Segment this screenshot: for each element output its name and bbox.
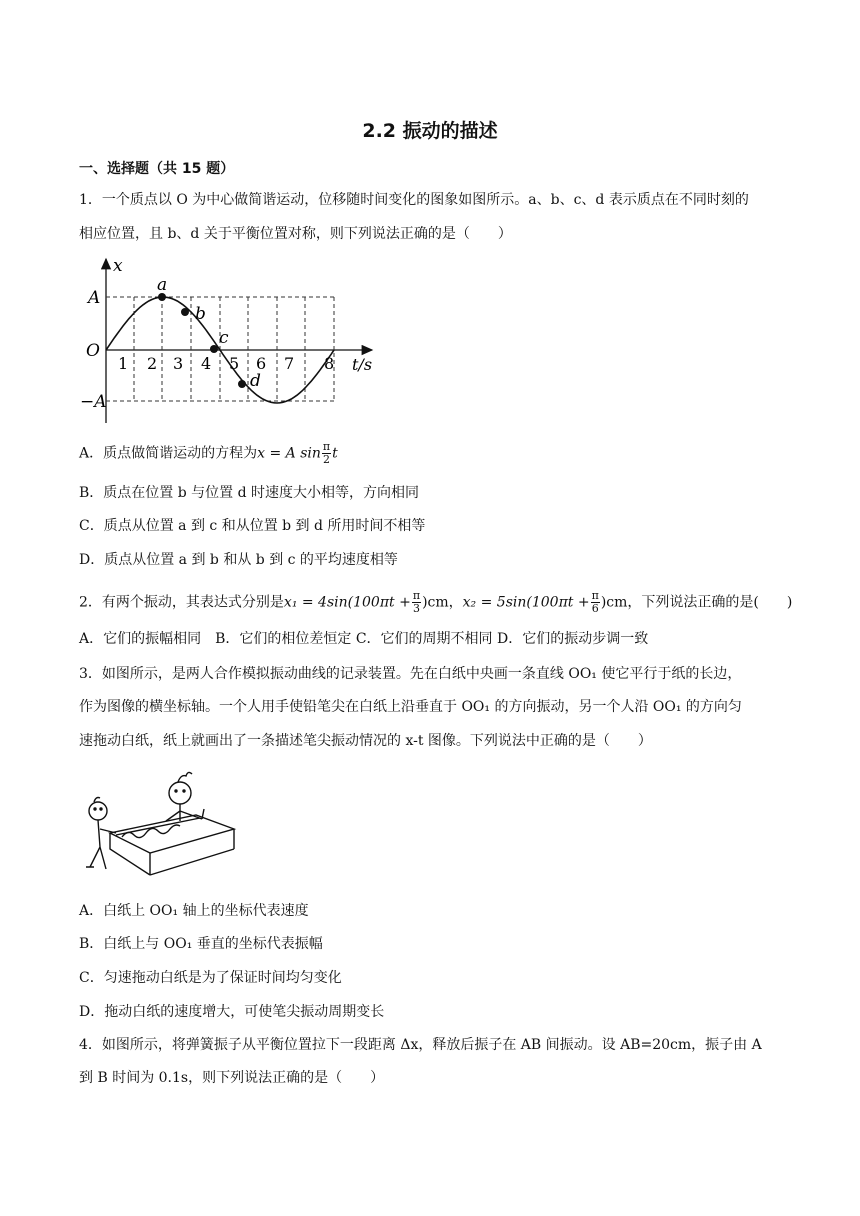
- label-a: a: [157, 275, 168, 295]
- q2-options: A．它们的振幅相同 B．它们的相位差恒定 C．它们的周期不相同 D．它们的振动步调一致: [79, 631, 649, 647]
- q1-option-a-text: A．质点做简谐运动的方程为: [79, 445, 258, 462]
- tick-8: 8: [324, 354, 335, 373]
- q3-option-b: B．白纸上与 OO₁ 垂直的坐标代表振幅: [79, 936, 323, 952]
- tick-3: 3: [173, 354, 184, 373]
- q3-option-a: A．白纸上 OO₁ 轴上的坐标代表速度: [79, 903, 309, 919]
- y-axis-label: x: [113, 256, 123, 276]
- point-c: [210, 345, 218, 353]
- point-d: [238, 380, 246, 388]
- q1-stem-line2: 相应位置，且 b、d 关于平衡位置对称，则下列说法正确的是（ ）: [79, 226, 512, 242]
- frac-den: 3: [412, 602, 420, 615]
- section-heading: 一、选择题（共 15 题）: [79, 161, 235, 177]
- x-tick-labels: [118, 354, 334, 373]
- x-axis-label: t/s: [352, 355, 373, 374]
- q1-option-a-eq: x = A sin: [257, 445, 321, 462]
- q2-x1-fraction: [412, 590, 421, 615]
- q2-x1-tail: )cm，: [422, 594, 463, 611]
- label-b: b: [195, 304, 206, 324]
- q2-x2-fraction: [591, 590, 600, 615]
- tick-7: 7: [284, 354, 295, 373]
- q1-displacement-graph: [80, 253, 400, 428]
- q3-stem-line2: 作为图像的横坐标轴。一个人用手使铅笔尖在白纸上沿垂直于 OO₁ 的方向振动，另一个人沿 OO₁ 的方向匀: [79, 699, 742, 715]
- tick-1: 1: [118, 354, 129, 373]
- q2-stem-text: 2．有两个振动，其表达式分别是: [79, 594, 284, 611]
- q3-stem-line3: 速拖动白纸，纸上就画出了一条描述笔尖振动情况的 x-t 图像。下列说法中正确的是（ ）: [79, 733, 652, 749]
- tick-2: 2: [147, 354, 158, 373]
- q4-stem-line2: 到 B 时间为 0.1s，则下列说法正确的是（ ）: [79, 1070, 385, 1086]
- q1-option-a-t: t: [332, 445, 338, 462]
- frac-num: π: [322, 440, 331, 453]
- point-b: [181, 308, 189, 316]
- q3-recording-device-illustration: [80, 763, 240, 885]
- q3-option-c: C．匀速拖动白纸是为了保证时间均匀变化: [79, 970, 342, 986]
- q3-stem-line1: 3．如图所示，是两人合作模拟振动曲线的记录装置。先在白纸中央画一条直线 OO₁ 使它平行于纸的长边，: [79, 666, 742, 682]
- frac-num: π: [591, 589, 599, 602]
- frac-den: 6: [591, 602, 599, 615]
- label-d: d: [250, 371, 261, 391]
- q2-x2-expr: x₂ = 5sin(100πt +: [462, 594, 590, 611]
- tick-6: 6: [256, 354, 267, 373]
- neg-amplitude-label: −A: [80, 392, 107, 412]
- tick-5: 5: [229, 354, 240, 373]
- frac-num: π: [412, 589, 421, 602]
- q1-option-a: [79, 441, 338, 466]
- q4-stem-line1: 4．如图所示，将弹簧振子从平衡位置拉下一段距离 Δx，释放后振子在 AB 间振动。设 AB=20cm，振子由 A: [79, 1037, 762, 1053]
- q1-stem-line1: 1．一个质点以 O 为中心做简谐运动，位移随时间变化的图象如图所示。a、b、c、d 表示质点在不同时刻的: [79, 192, 749, 208]
- q1-option-b: B．质点在位置 b 与位置 d 时速度大小相等，方向相同: [79, 485, 420, 501]
- q3-option-d: D．拖动白纸的速度增大，可使笔尖振动周期变长: [79, 1004, 385, 1020]
- tick-4: 4: [201, 354, 212, 373]
- q1-option-c: C．质点从位置 a 到 c 和从位置 b 到 d 所用时间不相等: [79, 518, 426, 534]
- q2-x2-tail: )cm，下列说法正确的是( ): [600, 594, 793, 611]
- q2-x1-expr: x₁ = 4sin(100πt +: [283, 594, 411, 611]
- origin-label: O: [86, 341, 100, 361]
- page-title: 2.2 振动的描述: [362, 120, 498, 142]
- frac-den: 2: [323, 453, 330, 466]
- q1-option-d: D．质点从位置 a 到 b 和从 b 到 c 的平均速度相等: [79, 552, 398, 568]
- q2-stem: [79, 590, 792, 615]
- q1-option-a-fraction: [322, 441, 331, 466]
- label-c: c: [219, 328, 229, 348]
- amplitude-label: A: [88, 288, 101, 308]
